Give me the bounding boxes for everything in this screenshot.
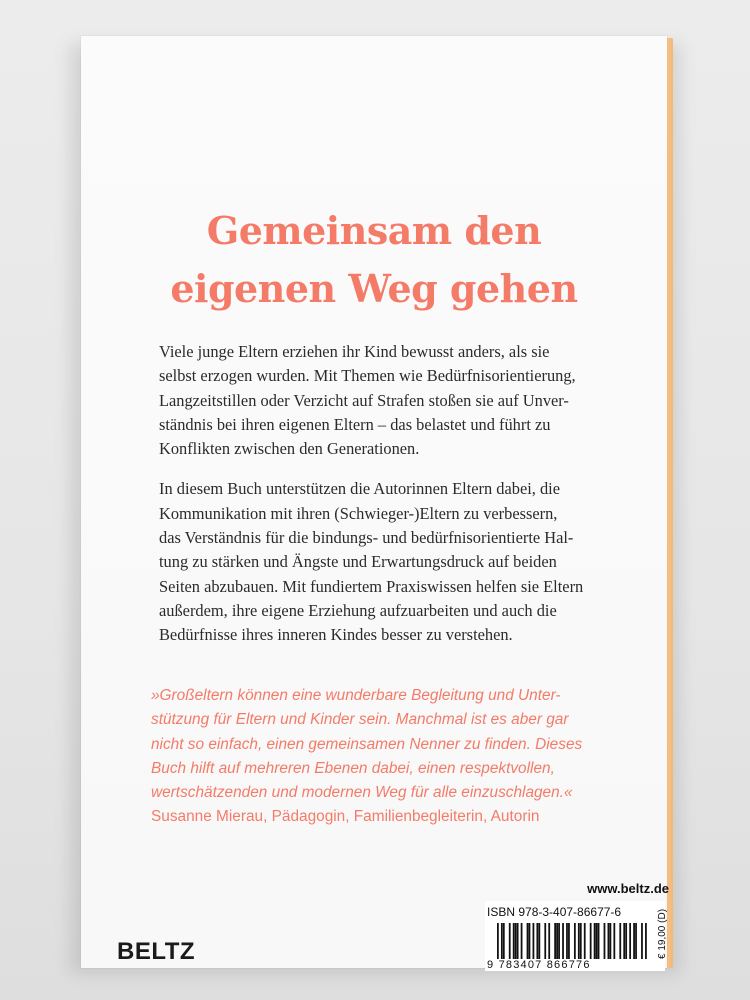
isbn-barcode-block <box>485 901 668 971</box>
book-back-cover <box>81 36 669 971</box>
barcode-bar <box>613 923 615 959</box>
barcode-bar <box>594 923 596 959</box>
barcode-bar <box>568 923 570 959</box>
barcode-bar <box>501 923 503 959</box>
barcode-bar <box>554 923 556 959</box>
blurb-line: Kommunikation mit ihren (Schwieger-)Eltern zu verbessern, <box>159 503 558 523</box>
barcode-bar <box>610 923 612 959</box>
barcode-bar <box>590 923 592 959</box>
barcode-bar <box>633 923 635 959</box>
blurb-line: In diesem Buch unterstützen die Autorinnen Eltern dabei, die <box>159 479 561 499</box>
barcode-digits: 9 783407 866776 <box>487 959 591 971</box>
quote-line: wertschätzenden und modernen Weg für alle einzuschlagen.« <box>151 784 573 802</box>
barcode-bar <box>529 923 531 959</box>
barcode-bar <box>574 923 576 959</box>
blurb-line: tung zu stärken und Ängste und Erwartungsdruck auf beiden <box>159 552 557 572</box>
barcode-bar <box>580 923 582 959</box>
barcode-bar <box>515 923 517 959</box>
testimonial-quote <box>151 684 621 830</box>
blurb-line: ständnis bei ihren eigenen Eltern – das belastet und führt zu <box>159 414 551 434</box>
title-line-2: eigenen Weg gehen <box>170 266 578 311</box>
quote-line: »Großeltern können eine wunderbare Begleitung und Unter- <box>151 687 561 704</box>
barcode-bar <box>517 923 519 959</box>
quote-line: stützung für Eltern und Kinder sein. Manchmal ist es aber gar <box>151 711 569 729</box>
barcode-bar <box>556 923 558 959</box>
barcode-bar <box>538 923 540 959</box>
quote-line: nicht so einfach, einen gemeinsamen Nenner zu finden. Dieses <box>151 735 583 753</box>
blurb-text <box>159 340 599 664</box>
barcode-bar <box>625 923 627 959</box>
barcode-bar <box>596 923 598 959</box>
barcode-bar <box>578 923 580 959</box>
barcode-bar <box>566 923 568 959</box>
title-line-1: Gemeinsam den <box>206 208 542 253</box>
blurb-line: das Verständnis für die bindungs- und bedürfnisorientierte Hal- <box>159 528 574 548</box>
blurb-line: außerdem, ihre eigene Erziehung aufzuarbeiten und auch die <box>159 600 557 620</box>
blurb-line: Bedürfnisse ihres inneren Kindes besser zu verstehen. <box>159 625 513 645</box>
barcode-bar <box>598 923 600 959</box>
isbn-number: ISBN 978-3-407-86677-6 <box>487 905 622 919</box>
barcode-bar <box>509 923 511 959</box>
publisher-logo: BELTZ <box>117 938 196 965</box>
barcode-bar <box>527 923 529 959</box>
blurb-line: Seiten abzubauen. Mit fundiertem Praxiswissen helfen sie Eltern <box>159 576 584 596</box>
barcode-bar <box>623 923 625 959</box>
barcode-bar <box>503 923 505 959</box>
barcode-bar <box>536 923 538 959</box>
barcode-bar <box>641 923 643 959</box>
barcode-bar <box>497 923 499 959</box>
barcode-bar <box>521 923 523 959</box>
barcode-bar <box>584 923 586 959</box>
book-title <box>81 202 667 318</box>
blurb-paragraph-2 <box>159 477 599 647</box>
blurb-line: Langzeitstillen oder Verzicht auf Strafen stoßen sie auf Unver- <box>159 390 569 410</box>
barcode-bar <box>544 923 546 959</box>
barcode-bar <box>635 923 637 959</box>
barcode-bar <box>619 923 621 959</box>
publisher-website: www.beltz.de <box>587 881 669 896</box>
quote-line: Buch hilft auf mehreren Ebenen dabei, einen respektvollen, <box>151 759 555 777</box>
barcode-bar <box>645 923 647 959</box>
blurb-line: Viele junge Eltern erziehen ihr Kind bewusst anders, als sie <box>159 342 550 361</box>
barcode-bar <box>533 923 535 959</box>
barcode-bar <box>562 923 564 959</box>
barcode-bar <box>608 923 610 959</box>
blurb-line: selbst erzogen wurden. Mit Themen wie Bedürfnisorientierung, <box>159 366 576 386</box>
quote-author: Susanne Mierau, Pädagogin, Familienbegleiterin, Autorin <box>151 808 540 826</box>
price-label: € 19,00 (D) <box>657 908 668 959</box>
blurb-line: Konflikten zwischen den Generationen. <box>159 439 420 459</box>
blurb-paragraph-1 <box>159 340 599 461</box>
barcode-bar <box>558 923 560 959</box>
barcode-bar <box>629 923 631 959</box>
barcode-bar <box>604 923 606 959</box>
barcode-graphic <box>497 923 647 959</box>
barcode-bar <box>513 923 515 959</box>
barcode-bar <box>548 923 550 959</box>
